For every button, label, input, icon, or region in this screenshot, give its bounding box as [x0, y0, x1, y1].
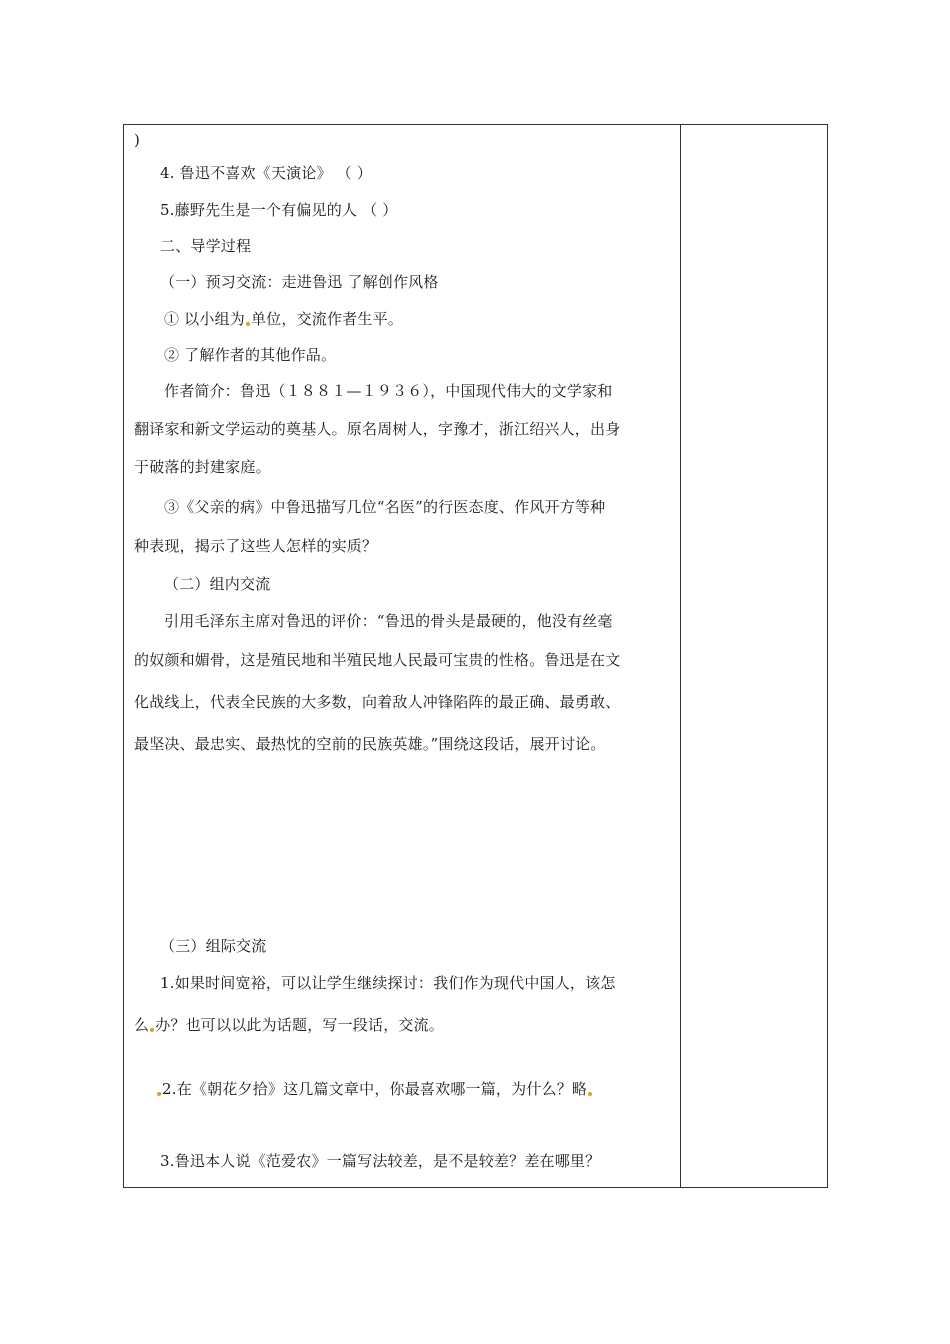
quote-line-4: 最坚决、最忠实、最热忱的空前的民族英雄。”围绕这段话，展开讨论。: [134, 735, 606, 753]
discussion-1-line-1: 1.如果时间宽裕，可以让学生继续探讨：我们作为现代中国人，该怎: [160, 974, 616, 992]
question-4: 4. 鲁迅不喜欢《天演论》 （ ）: [160, 164, 373, 182]
subsection-heading-2: （二）组内交流: [164, 575, 271, 593]
section-heading-2: 二、导学过程: [160, 237, 252, 255]
author-intro-line-1: 作者简介：鲁迅（１８８１—１９３６），中国现代伟大的文学家和: [164, 382, 613, 400]
author-intro-line-2: 翻译家和新文学运动的奠基人。原名周树人，字豫才，浙江绍兴人，出身: [134, 420, 621, 438]
author-intro-line-3: 于破落的封建家庭。: [134, 458, 271, 476]
discussion-2: [156, 1079, 593, 1099]
discussion-1-text-a: 么: [134, 1016, 150, 1034]
quote-line-2: 的奴颜和媚骨，这是殖民地和半殖民地人民最可宝贵的性格。鲁迅是在文: [134, 651, 621, 669]
discussion-1-line-2: [134, 1015, 444, 1035]
column-divider: [680, 124, 681, 1188]
revision-mark: [246, 322, 250, 326]
quote-line-3: 化战线上，代表全民族的大多数，向着敌人冲锋陷阵的最正确、最勇敢、: [134, 693, 621, 711]
discussion-3: 3.鲁迅本人说《范爱农》一篇写法较差，是不是较差？差在哪里？: [160, 1152, 601, 1170]
item-1: [164, 309, 403, 329]
quote-line-1: 引用毛泽东主席对鲁迅的评价：“鲁迅的骨头是最硬的，他没有丝毫: [164, 612, 613, 630]
text-line: ): [134, 131, 141, 149]
subsection-heading-1: （一）预习交流：走进鲁迅 了解创作风格: [160, 273, 439, 291]
item-3-line-1: ③《父亲的病》中鲁迅描写几位“名医”的行医态度、作风开方等种: [164, 498, 606, 516]
revision-mark: [157, 1092, 161, 1096]
discussion-1-text-b: 办？也可以以此为话题，写一段话，交流。: [155, 1016, 445, 1034]
item-1-text-a: ① 以小组为: [164, 310, 245, 328]
question-5: 5.藤野先生是一个有偏见的人 （ ）: [160, 201, 398, 219]
subsection-heading-3: （三）组际交流: [160, 937, 267, 955]
discussion-2-text: 2.在《朝花夕拾》这几篇文章中，你最喜欢哪一篇，为什么？略: [162, 1080, 588, 1098]
item-2: ② 了解作者的其他作品。: [164, 346, 337, 364]
revision-mark: [588, 1092, 592, 1096]
item-3-line-2: 种表现，揭示了这些人怎样的实质？: [134, 537, 378, 555]
revision-mark: [150, 1028, 154, 1032]
item-1-text-b: 单位，交流作者生平。: [250, 310, 403, 328]
